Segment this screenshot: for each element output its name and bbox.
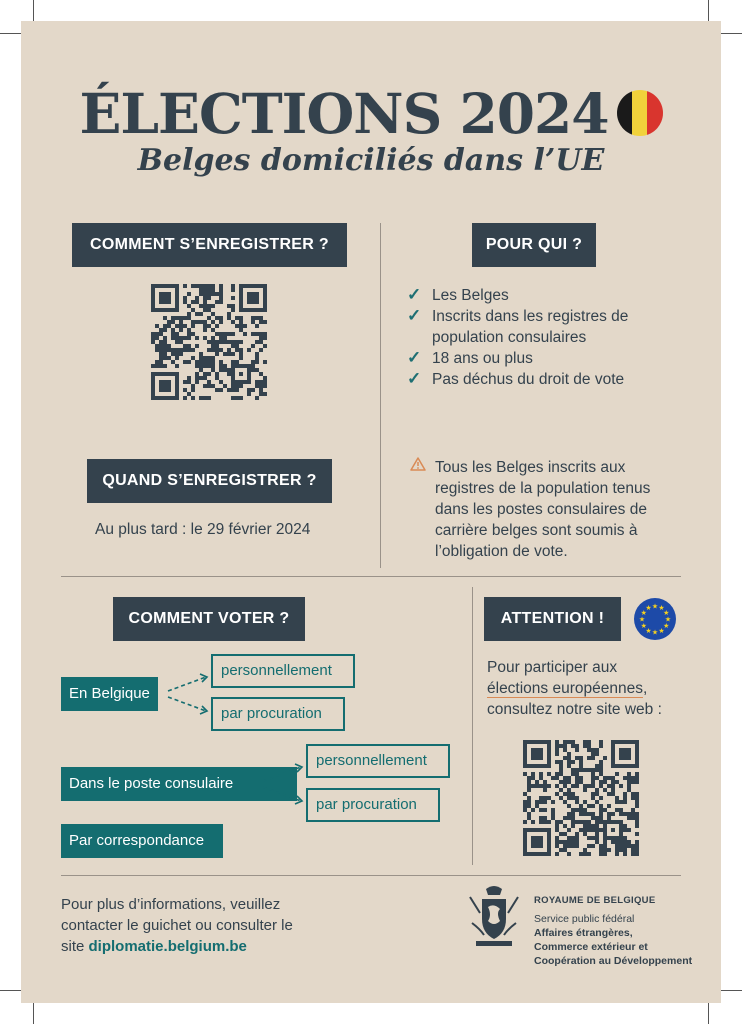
warning-text: Tous les Belges inscrits aux registres de la population tenus dans les postes consulaires de carrière belges sont soumis à l’obligation de vote. bbox=[435, 459, 651, 560]
proxy-option: par procuration bbox=[306, 788, 440, 822]
crop-mark bbox=[708, 1003, 709, 1024]
svg-text:★: ★ bbox=[658, 626, 665, 635]
arrow-icon bbox=[261, 759, 306, 809]
proxy-option: par procuration bbox=[211, 697, 345, 731]
crop-mark bbox=[0, 990, 21, 991]
footer-text: Pour plus d’informations, veuillez contacter le guichet ou consulter le site diplomatie.belgium.be bbox=[61, 896, 293, 955]
crop-mark bbox=[708, 0, 709, 21]
personally-option: personnellement bbox=[211, 654, 355, 688]
eu-elections-link[interactable]: élections européennes bbox=[487, 680, 643, 697]
crop-mark bbox=[0, 33, 21, 34]
check-icon: ✓ bbox=[407, 306, 422, 325]
page-subtitle: Belges domiciliés dans l’UE bbox=[137, 143, 605, 178]
page-title bbox=[21, 81, 721, 146]
crop-mark bbox=[721, 33, 742, 34]
column-divider bbox=[472, 587, 473, 865]
attention-heading: ATTENTION ! bbox=[484, 597, 621, 641]
attention-text: Pour participer aux élections européennes, consultez notre site web : bbox=[487, 659, 662, 718]
correspondence-box: Par correspondance bbox=[61, 824, 223, 858]
list-item: ✓ Pas déchus du droit de vote bbox=[407, 369, 625, 388]
section-divider bbox=[61, 576, 681, 577]
list-item: ✓ Les Belges bbox=[407, 285, 509, 304]
check-icon: ✓ bbox=[407, 348, 422, 367]
qr-code-icon[interactable] bbox=[523, 740, 639, 856]
belgium-box: En Belgique bbox=[61, 677, 158, 711]
register-heading: COMMENT S’ENREGISTRER ? bbox=[72, 223, 347, 267]
svg-text:★: ★ bbox=[645, 604, 652, 613]
list-item: ✓ Inscrits dans les registres de population consulaires bbox=[407, 306, 629, 346]
column-divider bbox=[380, 223, 381, 568]
consular-box: Dans le poste consulaire bbox=[61, 767, 297, 801]
svg-text:★: ★ bbox=[640, 622, 647, 630]
svg-text:★: ★ bbox=[658, 604, 665, 613]
svg-text:★: ★ bbox=[663, 609, 670, 617]
website-link[interactable]: diplomatie.belgium.be bbox=[88, 938, 247, 955]
belgian-flag-icon bbox=[617, 90, 663, 136]
svg-text:★: ★ bbox=[663, 622, 670, 630]
poster bbox=[21, 21, 721, 1003]
personally-option: personnellement bbox=[306, 744, 450, 778]
warning-icon bbox=[410, 457, 426, 471]
qr-code-icon[interactable] bbox=[151, 284, 267, 400]
organisation-block: ROYAUME DE BELGIQUE Service public fédéral Affaires étrangères, Commerce extérieur et Coopération au Développement bbox=[534, 895, 693, 967]
arrow-icon bbox=[166, 669, 211, 719]
who-list bbox=[407, 285, 707, 390]
svg-text:★: ★ bbox=[651, 602, 659, 611]
list-item: ✓ 18 ans ou plus bbox=[407, 348, 533, 367]
svg-text:★: ★ bbox=[640, 609, 647, 617]
crop-mark bbox=[721, 990, 742, 991]
crop-mark bbox=[33, 1003, 34, 1024]
eu-flag-icon bbox=[633, 597, 677, 641]
section-divider bbox=[61, 875, 681, 876]
when-text: Au plus tard : le 29 février 2024 bbox=[95, 521, 311, 538]
svg-text:★: ★ bbox=[645, 626, 652, 635]
crop-mark bbox=[33, 0, 34, 21]
check-icon: ✓ bbox=[407, 285, 422, 304]
vote-heading: COMMENT VOTER ? bbox=[113, 597, 305, 641]
svg-text:★: ★ bbox=[664, 615, 672, 624]
who-heading: POUR QUI ? bbox=[472, 223, 596, 267]
title-text: ÉLECTIONS 2024 bbox=[79, 81, 609, 146]
svg-text:★: ★ bbox=[651, 628, 659, 637]
check-icon: ✓ bbox=[407, 369, 422, 388]
when-heading: QUAND S’ENREGISTRER ? bbox=[87, 459, 332, 503]
svg-text:★: ★ bbox=[638, 615, 646, 624]
coat-of-arms-icon bbox=[466, 883, 522, 949]
